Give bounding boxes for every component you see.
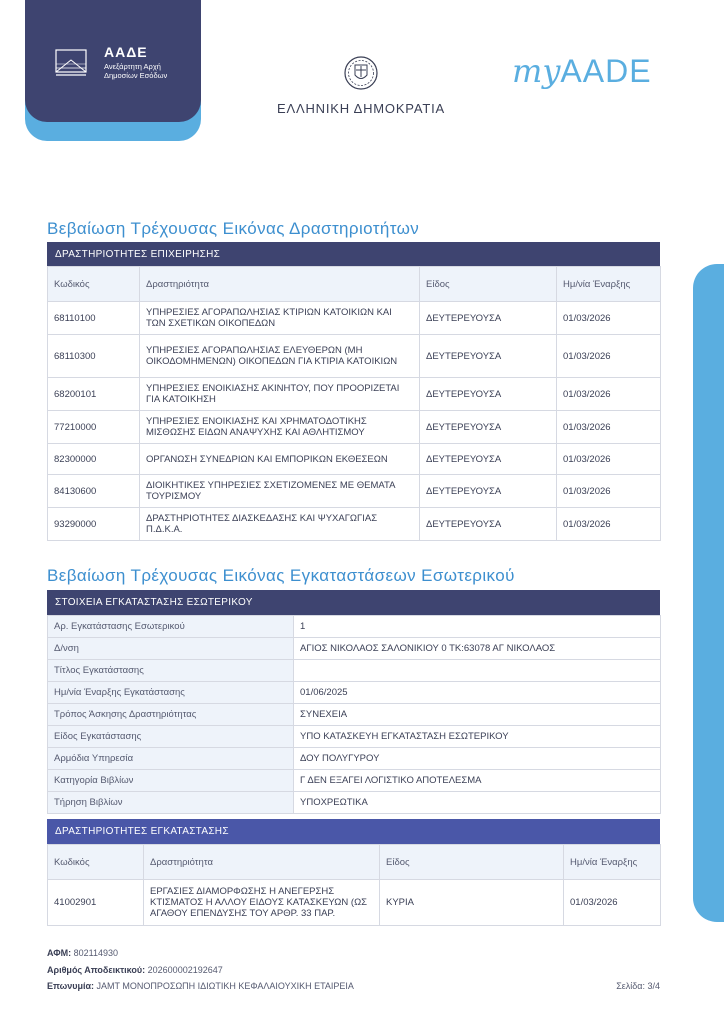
agency-sub-2: Δημοσίων Εσόδων [104, 71, 168, 80]
code-cell: 68110300 [48, 335, 140, 378]
table-row [48, 508, 661, 541]
code-cell: 82300000 [48, 444, 140, 475]
type-cell: ΔΕΥΤΕΡΕΥΟΥΣΑ [420, 378, 557, 411]
activity-cell: ΥΠΗΡΕΣΙΕΣ ΑΓΟΡΑΠΩΛΗΣΙΑΣ ΕΛΕΥΘΕΡΩΝ (ΜΗ ΟΙΚΟΔΟΜΗΜΕΝΩΝ) ΟΙΚΟΠΕΔΩΝ ΓΙΑ ΚΤΙΡΙΑ ΚΑΤΟΙΚΙΩΝ [140, 335, 420, 378]
date-cell: 01/03/2026 [564, 880, 661, 926]
republic-title: ΕΛΛΗΝΙΚΗ ΔΗΜΟΚΡΑΤΙΑ [277, 101, 445, 116]
date-cell: 01/03/2026 [557, 302, 661, 335]
type-cell: ΚΥΡΙΑ [380, 880, 564, 926]
install-activities-bar: ΔΡΑΣΤΗΡΙΟΤΗΤΕΣ ΕΓΚΑΤΑΣΤΑΣΗΣ [47, 819, 660, 844]
field-value: 01/06/2025 [294, 682, 661, 704]
activity-cell: ΥΠΗΡΕΣΙΕΣ ΕΝΟΙΚΙΑΣΗΣ ΚΑΙ ΧΡΗΜΑΤΟΔΟΤΙΚΗΣ ΜΙΣΘΩΣΗΣ ΕΙΔΩΝ ΑΝΑΨΥΧΗΣ ΚΑΙ ΑΘΛΗΤΙΣΜΟΥ [140, 411, 420, 444]
table-row [48, 660, 661, 682]
type-cell: ΔΕΥΤΕΡΕΥΟΥΣΑ [420, 411, 557, 444]
activity-cell: ΟΡΓΑΝΩΣΗ ΣΥΝΕΔΡΙΩΝ ΚΑΙ ΕΜΠΟΡΙΚΩΝ ΕΚΘΕΣΕΩΝ [140, 444, 420, 475]
col-date: Ημ/νία Έναρξης [564, 845, 661, 880]
code-cell: 68110100 [48, 302, 140, 335]
agency-sub-1: Ανεξάρτητη Αρχή [104, 62, 161, 71]
table-row [48, 335, 661, 378]
table-row [48, 475, 661, 508]
name-value: JAMT ΜΟΝΟΠΡΟΣΩΠΗ ΙΔΙΩΤΙΚΗ ΚΕΦΑΛΑΙΟΥΧΙΚΗ ΕΤΑΙΡΕΙΑ [96, 981, 354, 991]
myaade-my: my [512, 52, 561, 90]
install-activities-table [47, 844, 661, 926]
col-code: Κωδικός [48, 267, 140, 302]
installations-title: Βεβαίωση Τρέχουσας Εικόνας Εγκαταστάσεων Εσωτερικού [47, 566, 515, 585]
activity-cell: ΥΠΗΡΕΣΙΕΣ ΕΝΟΙΚΙΑΣΗΣ ΑΚΙΝΗΤΟΥ, ΠΟΥ ΠΡΟΟΡΙΖΕΤΑΙ ΓΙΑ ΚΑΤΟΙΚΗΣΗ [140, 378, 420, 411]
field-label: Κατηγορία Βιβλίων [48, 770, 294, 792]
activity-cell: ΕΡΓΑΣΙΕΣ ΔΙΑΜΟΡΦΩΣΗΣ Η ΑΝΕΓΕΡΣΗΣ ΚΤΙΣΜΑΤΟΣ Η ΑΛΛΟΥ ΕΙΔΟΥΣ ΚΑΤΑΣΚΕΥΩΝ (ΩΣ ΑΓΑΘΟΥ ΕΠΕΝΔΥΣΗΣ ΤΟΥ ΑΡΘΡ. 33 ΠΑΡ. [144, 880, 380, 926]
activities-header-row [48, 267, 661, 302]
footer-afm [47, 948, 118, 958]
table-row [48, 411, 661, 444]
activities-title: Βεβαίωση Τρέχουσας Εικόνας Δραστηριοτήτων [47, 219, 420, 238]
installation-details-table [47, 615, 661, 814]
field-value: Γ ΔΕΝ ΕΞΑΓΕΙ ΛΟΓΙΣΤΙΚΟ ΑΠΟΤΕΛΕΣΜΑ [294, 770, 661, 792]
date-cell: 01/03/2026 [557, 444, 661, 475]
field-value: ΑΓΙΟΣ ΝΙΚΟΛΑΟΣ ΣΑΛΟΝΙΚΙΟΥ 0 ΤΚ:63078 ΑΓ ΝΙΚΟΛΑΟΣ [294, 638, 661, 660]
footer-name [47, 981, 354, 991]
table-row [48, 726, 661, 748]
field-label: Τήρηση Βιβλίων [48, 792, 294, 814]
field-label: Αρ. Εγκατάστασης Εσωτερικού [48, 616, 294, 638]
type-cell: ΔΕΥΤΕΡΕΥΟΥΣΑ [420, 508, 557, 541]
table-row [48, 378, 661, 411]
table-row [48, 770, 661, 792]
table-row [48, 638, 661, 660]
greek-crest-icon [343, 55, 379, 91]
field-label: Τρόπος Άσκησης Δραστηριότητας [48, 704, 294, 726]
afm-label: ΑΦΜ: [47, 948, 72, 958]
date-cell: 01/03/2026 [557, 475, 661, 508]
field-label: Τίτλος Εγκατάστασης [48, 660, 294, 682]
page-number: Σελίδα: 3/4 [616, 981, 660, 991]
field-value: ΔΟΥ ΠΟΛΥΓΥΡΟΥ [294, 748, 661, 770]
myaade-word: AADE [560, 53, 652, 89]
table-row [48, 748, 661, 770]
myaade-logo [512, 52, 652, 90]
type-cell: ΔΕΥΤΕΡΕΥΟΥΣΑ [420, 335, 557, 378]
field-label: Είδος Εγκατάστασης [48, 726, 294, 748]
agency-name: ΑΑΔΕ [104, 44, 148, 60]
code-cell: 84130600 [48, 475, 140, 508]
date-cell: 01/03/2026 [557, 335, 661, 378]
code-cell: 68200101 [48, 378, 140, 411]
table-row [48, 444, 661, 475]
install-activities-header-row [48, 845, 661, 880]
col-date: Ημ/νία Έναρξης [557, 267, 661, 302]
code-cell: 93290000 [48, 508, 140, 541]
activity-cell: ΔΡΑΣΤΗΡΙΟΤΗΤΕΣ ΔΙΑΣΚΕΔΑΣΗΣ ΚΑΙ ΨΥΧΑΓΩΓΙΑΣ Π.Δ.Κ.Α. [140, 508, 420, 541]
aade-logo-icon [55, 46, 89, 80]
aade-logo-text [104, 44, 167, 80]
afm-value: 802114930 [73, 948, 119, 958]
col-activity: Δραστηριότητα [144, 845, 380, 880]
table-row [48, 302, 661, 335]
col-type: Είδος [420, 267, 557, 302]
date-cell: 01/03/2026 [557, 411, 661, 444]
table-row [48, 792, 661, 814]
activities-bar: ΔΡΑΣΤΗΡΙΟΤΗΤΕΣ ΕΠΙΧΕΙΡΗΣΗΣ [47, 242, 660, 266]
field-label: Δ/νση [48, 638, 294, 660]
receipt-value: 202600002192647 [147, 965, 223, 975]
code-cell: 77210000 [48, 411, 140, 444]
table-row [48, 682, 661, 704]
field-value: ΥΠΟΧΡΕΩΤΙΚΑ [294, 792, 661, 814]
receipt-label: Αριθμός Αποδεικτικού: [47, 965, 146, 975]
col-activity: Δραστηριότητα [140, 267, 420, 302]
table-row [48, 880, 661, 926]
code-cell: 41002901 [48, 880, 144, 926]
field-value: ΥΠΟ ΚΑΤΑΣΚΕΥΗ ΕΓΚΑΤΑΣΤΑΣΗ ΕΣΩΤΕΡΙΚΟΥ [294, 726, 661, 748]
field-label: Αρμόδια Υπηρεσία [48, 748, 294, 770]
activities-table [47, 266, 661, 541]
activity-cell: ΔΙΟΙΚΗΤΙΚΕΣ ΥΠΗΡΕΣΙΕΣ ΣΧΕΤΙΖΟΜΕΝΕΣ ΜΕ ΘΕΜΑΤΑ ΤΟΥΡΙΣΜΟΥ [140, 475, 420, 508]
type-cell: ΔΕΥΤΕΡΕΥΟΥΣΑ [420, 302, 557, 335]
side-decor-band [693, 264, 724, 922]
installations-bar: ΣΤΟΙΧΕΙΑ ΕΓΚΑΤΑΣΤΑΣΗΣ ΕΣΩΤΕΡΙΚΟΥ [47, 590, 660, 615]
type-cell: ΔΕΥΤΕΡΕΥΟΥΣΑ [420, 444, 557, 475]
activity-cell: ΥΠΗΡΕΣΙΕΣ ΑΓΟΡΑΠΩΛΗΣΙΑΣ ΚΤΙΡΙΩΝ ΚΑΤΟΙΚΙΩΝ ΚΑΙ ΤΩΝ ΣΧΕΤΙΚΩΝ ΟΙΚΟΠΕΔΩΝ [140, 302, 420, 335]
date-cell: 01/03/2026 [557, 508, 661, 541]
field-value: ΣΥΝΕΧΕΙΑ [294, 704, 661, 726]
name-label: Επωνυμία: [47, 981, 95, 991]
date-cell: 01/03/2026 [557, 378, 661, 411]
field-value: 1 [294, 616, 661, 638]
field-value [294, 660, 661, 682]
col-type: Είδος [380, 845, 564, 880]
table-row [48, 704, 661, 726]
type-cell: ΔΕΥΤΕΡΕΥΟΥΣΑ [420, 475, 557, 508]
field-label: Ημ/νία Έναρξης Εγκατάστασης [48, 682, 294, 704]
footer-receipt [47, 965, 223, 975]
table-row [48, 616, 661, 638]
col-code: Κωδικός [48, 845, 144, 880]
